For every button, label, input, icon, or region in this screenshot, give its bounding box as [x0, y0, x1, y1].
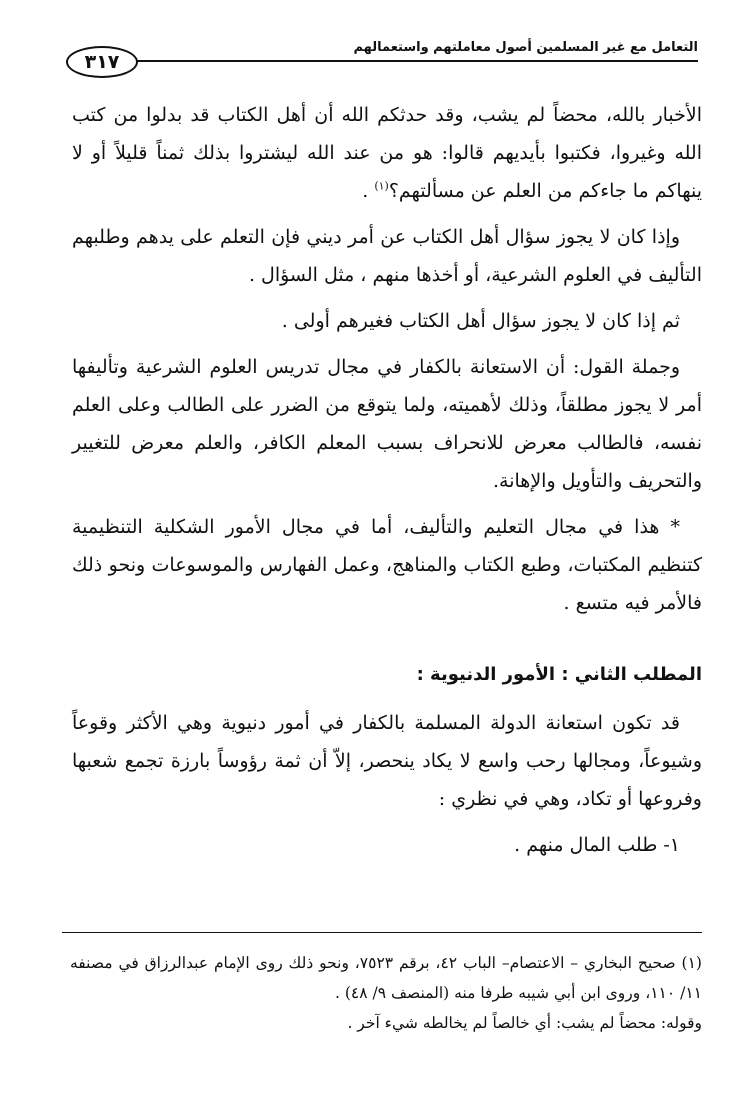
footnote-ref: (١): [374, 179, 389, 193]
list-item-1: ١- طلب المال منهم .: [514, 834, 680, 856]
page-number: ٣١٧: [84, 51, 120, 73]
footnote-separator: [62, 932, 702, 933]
footnote-2: وقوله: محضاً لم يشب: أي خالصاً لم يخالطه شيء آخر .: [347, 1014, 702, 1032]
main-text: [72, 96, 702, 864]
paragraph-4: وجملة القول: أن الاستعانة بالكفار في مجال تدريس العلوم الشرعية وتأليفها أمر لا يجوز مطلقاً، وذلك لأهميته، ولما يتوقع من الضرر على الطالب وعلى العلم نفسه، فالطالب معرض للانحراف بسبب المعلم الكافر، والعلم معرض للتغيير والتحريف والتأويل والإهانة.: [72, 356, 702, 492]
running-title: التعامل مع غير المسلمين أصول معاملتهم واستعمالهم: [353, 40, 698, 55]
header-rule: [128, 60, 698, 62]
paragraph-5: * هذا في مجال التعليم والتأليف، أما في مجال الأمور الشكلية التنظيمية كتنظيم المكتبات، وطبع الكتاب والمناهج، وعمل الفهارس والموسوعات ونحو ذلك فالأمر فيه متسع .: [72, 516, 702, 614]
paragraph-1-text: الأخبار بالله، محضاً لم يشب، وقد حدثكم الله أن أهل الكتاب قد بدلوا من كتب الله وغيروا، فكتبوا بأيديهم قالوا: هو من عند الله ليشتروا بذلك ثمناً قليلاً أو لا ينهاكم ما جاءكم من العلم عن مسألتهم؟: [72, 104, 702, 202]
paragraph-6: قد تكون استعانة الدولة المسلمة بالكفار في أمور دنيوية وهي الأكثر وقوعاً وشيوعاً، ومجالها رحب واسع لا يكاد ينحصر، إلاّ أن ثمة رؤوساً بارزة تجمع شعبها وفروعها أو تكاد، وهي في نظري :: [72, 712, 702, 810]
paragraph-1-end: .: [362, 180, 375, 202]
paragraph-1: [72, 96, 702, 210]
section-heading: المطلب الثاني : الأمور الدنيوية :: [416, 664, 702, 685]
paragraph-3: ثم إذا كان لا يجوز سؤال أهل الكتاب فغيرهم أولى .: [281, 310, 680, 332]
running-header: [66, 38, 698, 84]
page-number-frame: [66, 46, 138, 78]
footnotes: [70, 948, 702, 1038]
footnote-1: (١) صحيح البخاري – الاعتصام– الباب ٤٢، برقم ٧٥٢٣، ونحو ذلك روى الإمام عبدالرزاق في مصنفه ١١/ ١١٠، وروى ابن أبي شيبه طرفا منه (المنصف ٩/ ٤٨) .: [70, 954, 702, 1002]
paragraph-2: وإذا كان لا يجوز سؤال أهل الكتاب عن أمر ديني فإن التعلم على يدهم وطلبهم التأليف في العلوم الشرعية، أو أخذها منهم ، مثل السؤال .: [72, 226, 702, 286]
